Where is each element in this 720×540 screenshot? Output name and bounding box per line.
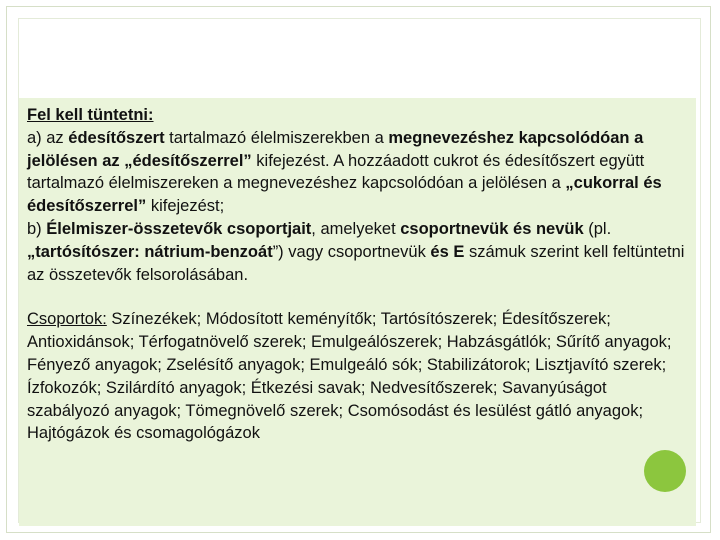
groups-label: Csoportok:: [27, 310, 107, 329]
item-b-text-2: , amelyeket: [311, 219, 401, 238]
paragraph-groups: [27, 308, 692, 445]
item-b-bold-1: Élelmiszer-összetevők csoportjait: [46, 219, 312, 238]
item-b-text-1: b): [27, 219, 47, 238]
section-heading: [27, 104, 692, 127]
slide-content: [27, 104, 692, 445]
item-b-text-3: (pl.: [583, 219, 612, 238]
item-b-bold-3: „tartósítószer: nátrium-benzoát: [27, 242, 273, 261]
item-b-text-5: számuk szerint kell feltüntetni az összetevők felsorolásában.: [27, 242, 685, 284]
item-a-bold-1: édesítőszert: [68, 128, 165, 147]
groups-list: Színezékek; Módosított keményítők; Tartósítószerek; Édesítőszerek; Antioxidánsok; Térfogatnövelő szerek; Emulgeálószerek; Habzásgátlók; Sűrítő anyagok; Fényező anyagok; Zselésítő anyagok; Emulgeáló sók; Stabilizátorok; Lisztjavító szerek; Ízfokozók; Szilárdító anyagok; Étkezési savak; Nedvesítőszerek; Savanyúságot szabályozó anyagok; Tömegnövelő szerek; Csomósodást és lesülést gátló anyagok; Hajtógázok és csomagológázok: [27, 310, 672, 443]
heading-text: Fel kell tüntetni:: [27, 106, 154, 124]
green-circle-decoration: [644, 450, 686, 492]
paragraph-gap: [27, 286, 692, 308]
item-a-text-2: tartalmazó élelmiszerekben a: [164, 128, 389, 147]
item-a-text-3: kifejezést. A hozzáadott cukrot és édesítőszert együtt tartalmazó élelmiszereken a megnevezéshez kapcsolódóan a jelölésen a: [27, 151, 645, 193]
paragraph-item-a: [27, 127, 692, 218]
item-a-bold-3: „cukorral és édesítőszerrel”: [27, 174, 662, 216]
paragraph-item-b: [27, 218, 692, 286]
item-a-bold-2: megnevezéshez kapcsolódóan a jelölésen az „édesítőszerrel”: [27, 128, 644, 170]
item-b-text-4: ”) vagy csoportnevük: [272, 242, 431, 261]
item-b-bold-4: és E: [430, 242, 465, 261]
item-a-text-4: kifejezést;: [146, 197, 225, 216]
item-a-text-1: a) az: [27, 128, 69, 147]
item-b-bold-2: csoportnevük és nevük: [400, 219, 584, 238]
